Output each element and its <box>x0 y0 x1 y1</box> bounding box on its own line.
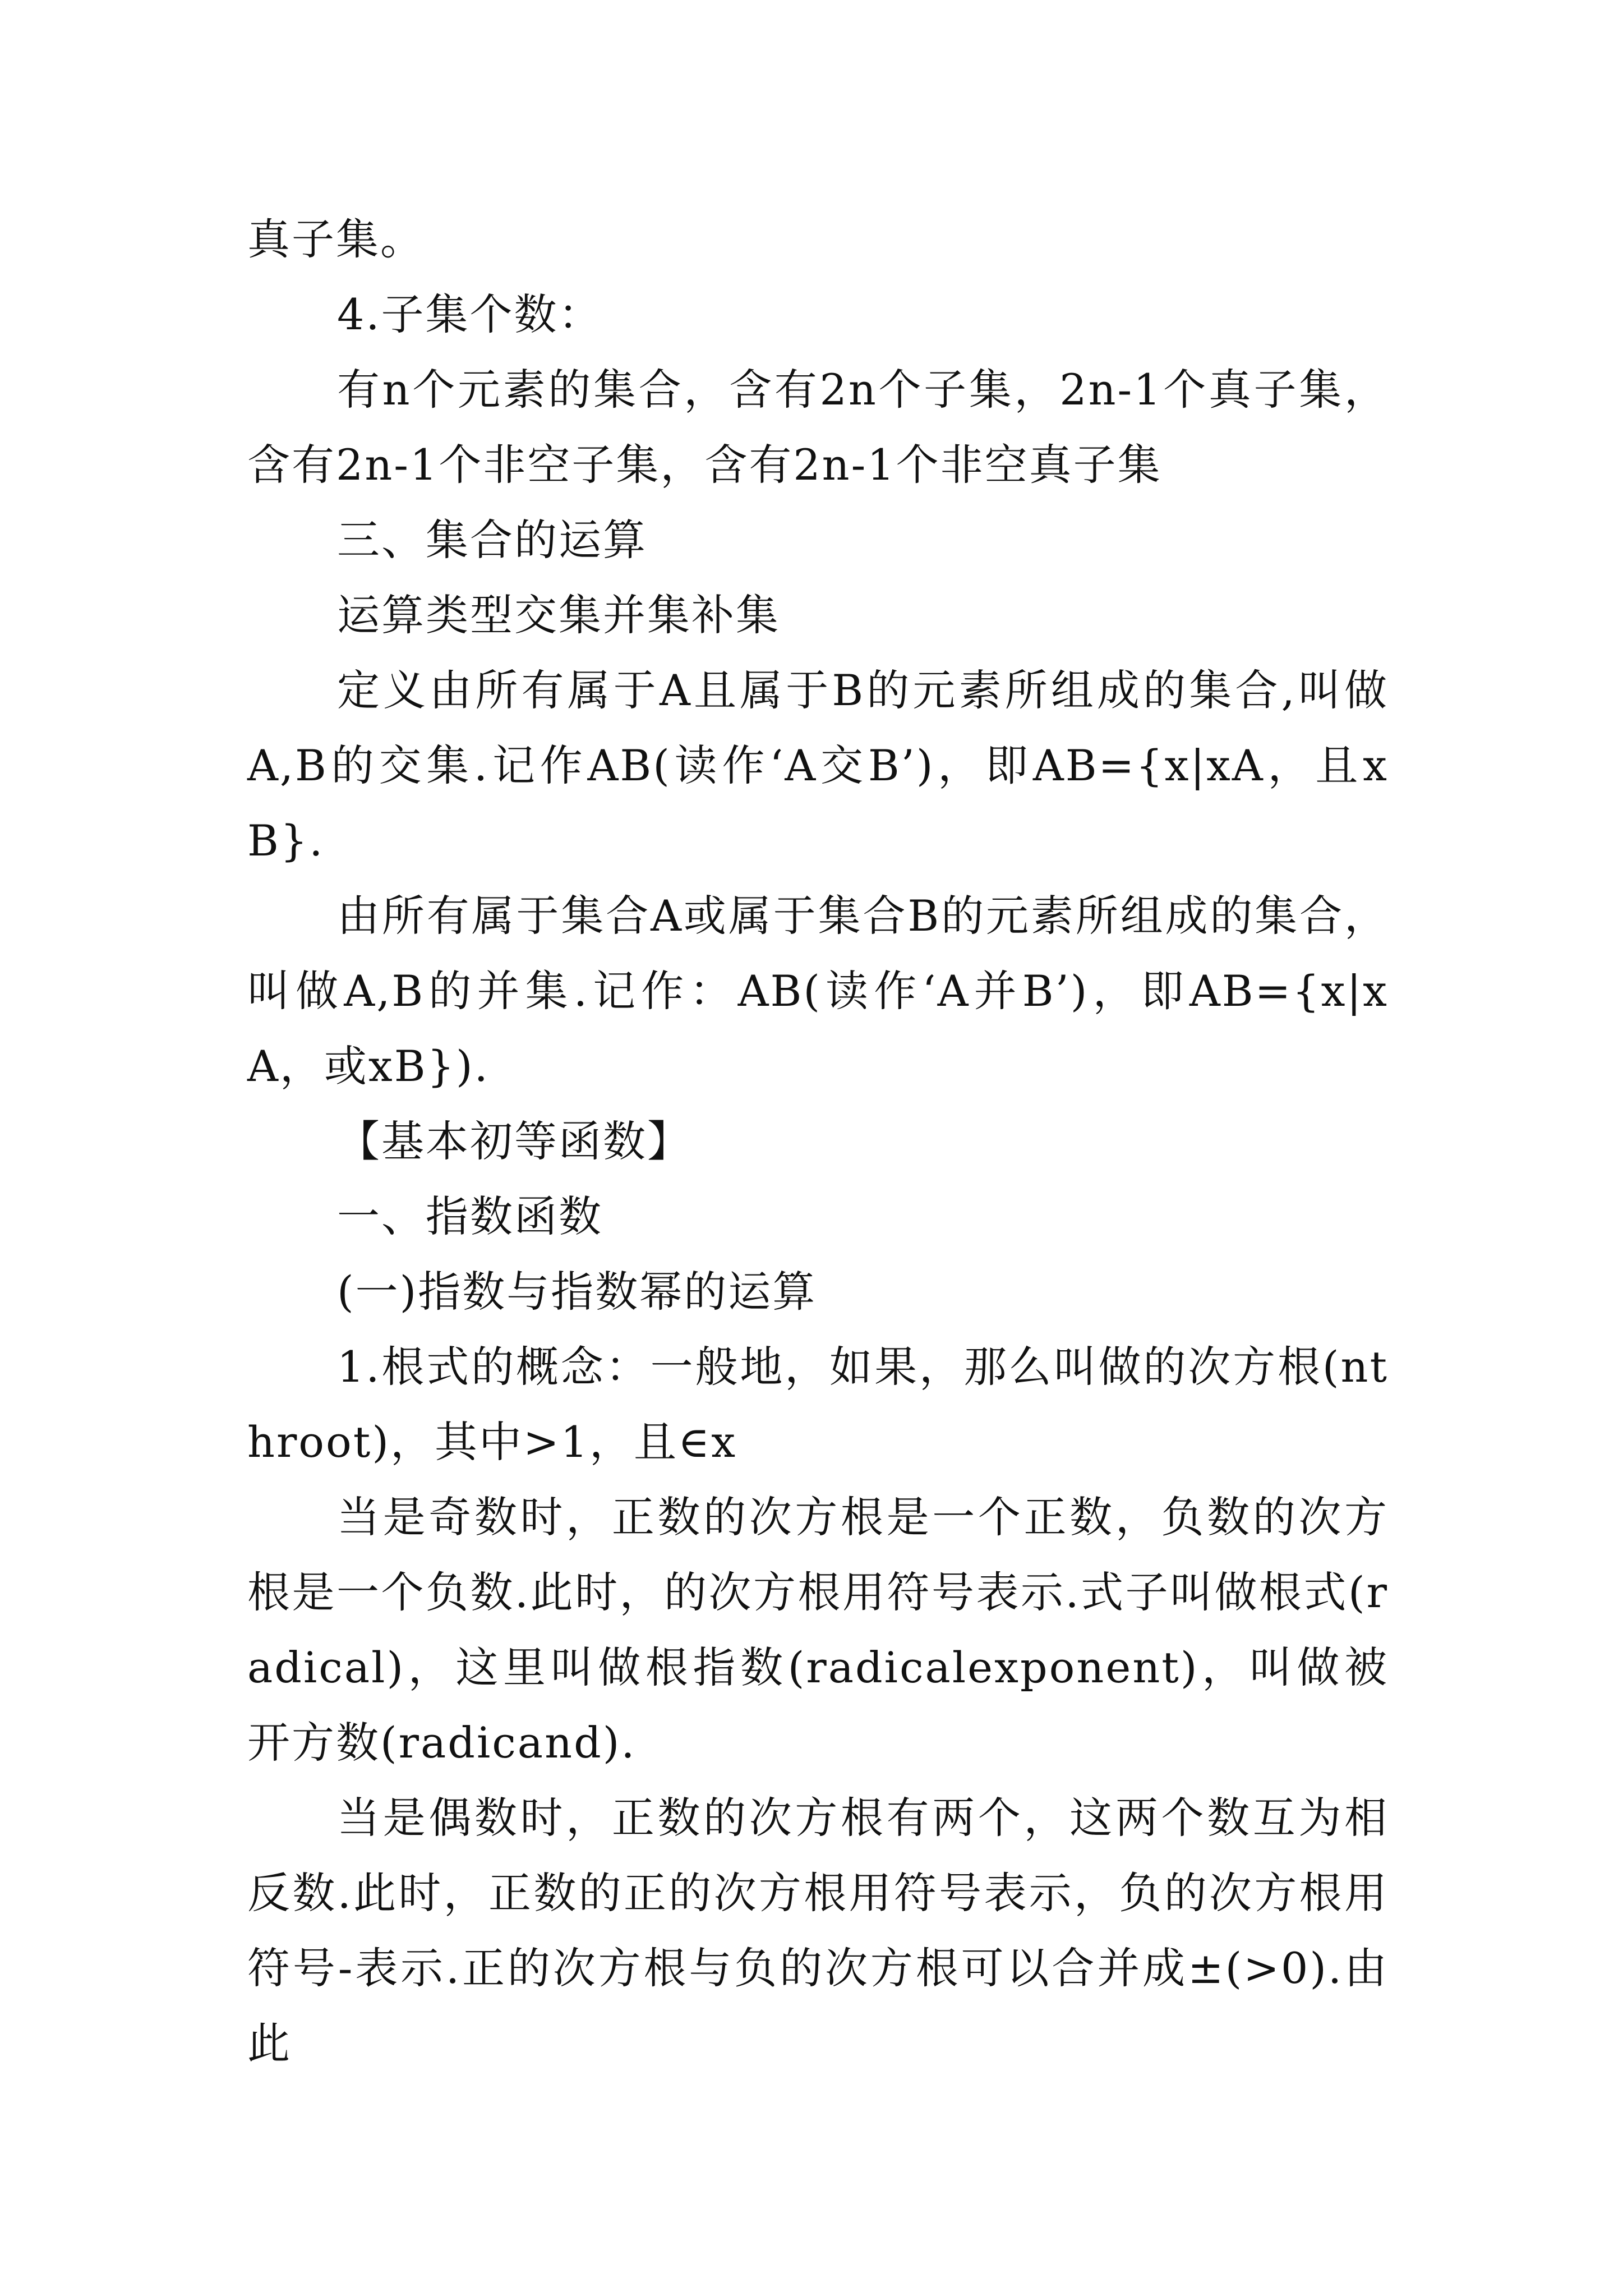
paragraph-intersection-definition: 定义由所有属于A且属于B的元素所组成的集合,叫做A,B的交集.记作AB(读作‘A交B’)，即AB={x|xA，且xB}. <box>247 665 1389 866</box>
paragraph-operation-types: 运算类型交集并集补集 <box>337 590 780 640</box>
paragraph-subset-count-heading: 4.子集个数： <box>337 289 603 339</box>
section-heading-exponential-function: 一、指数函数 <box>337 1191 603 1241</box>
paragraph-union-definition: 由所有属于集合A或属于集合B的元素所组成的集合，叫做A,B的并集.记作：AB(读作‘A并B’)，即AB={x|xA，或xB}). <box>247 891 1389 1091</box>
subsection-heading-exponent-operations: (一)指数与指数幂的运算 <box>337 1267 817 1317</box>
section-heading-elementary-functions: 【基本初等函数】 <box>337 1116 691 1166</box>
section-heading-set-operations: 三、集合的运算 <box>337 515 647 565</box>
paragraph-odd-root: 当是奇数时，正数的次方根是一个正数，负数的次方根是一个负数.此时，的次方根用符号表示.式子叫做根式(radical)，这里叫做根指数(radicalexponent)，叫做被开方数(radicand). <box>247 1492 1389 1768</box>
document-body <box>247 202 1389 2081</box>
paragraph-proper-subset-end: 真子集。 <box>247 214 425 264</box>
paragraph-subset-count: 有n个元素的集合，含有2n个子集，2n-1个真子集，含有2n-1个非空子集，含有2n-1个非空真子集 <box>247 365 1389 490</box>
paragraph-even-root: 当是偶数时，正数的次方根有两个，这两个数互为相反数.此时，正数的正的次方根用符号表示，负的次方根用符号-表示.正的次方根与负的次方根可以合并成±(>0).由此 <box>247 1793 1389 2068</box>
paragraph-radical-concept: 1.根式的概念：一般地，如果，那么叫做的次方根(nthroot)，其中>1，且∈x <box>247 1342 1389 1467</box>
